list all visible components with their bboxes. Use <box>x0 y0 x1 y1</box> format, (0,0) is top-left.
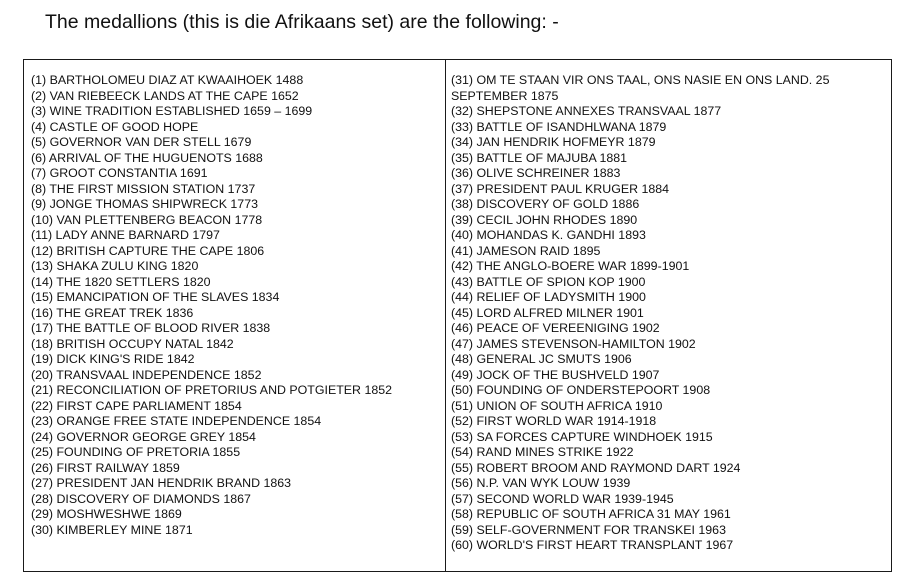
medallion-item: (41) JAMESON RAID 1895 <box>451 243 601 258</box>
medallion-item: (46) PEACE OF VEREENIGING 1902 <box>451 321 660 335</box>
medallion-item: (4) CASTLE OF GOOD HOPE <box>31 119 199 134</box>
medallion-item: (31) OM TE STAAN VIR ONS TAAL, ONS NASIE EN ONS LAND. 25 SEPTEMBER 1875 <box>451 73 830 103</box>
medallion-item: (13) SHAKA ZULU KING 1820 <box>31 259 199 273</box>
medallion-item: (28) DISCOVERY OF DIAMONDS 1867 <box>31 491 251 506</box>
medallion-item: (10) VAN PLETTENBERG BEACON 1778 <box>31 212 263 227</box>
medallion-item: (3) WINE TRADITION ESTABLISHED 1659 – 1699 <box>31 104 313 118</box>
medallion-item: (50) FOUNDING OF ONDERSTEPOORT 1908 <box>451 383 711 397</box>
medallion-item: (12) BRITISH CAPTURE THE CAPE 1806 <box>31 243 265 258</box>
medallion-item: (59) SELF-GOVERNMENT FOR TRANSKEI 1963 <box>451 522 726 537</box>
medallion-item: (17) THE BATTLE OF BLOOD RIVER 1838 <box>31 321 271 335</box>
medallion-item: (14) THE 1820 SETTLERS 1820 <box>31 274 211 289</box>
medallion-item: (20) TRANSVAAL INDEPENDENCE 1852 <box>31 367 262 382</box>
medallion-item: (34) JAN HENDRIK HOFMEYR 1879 <box>451 135 656 149</box>
medallion-item: (57) SECOND WORLD WAR 1939-1945 <box>451 491 674 506</box>
medallion-item: (1) BARTHOLOMEU DIAZ AT KWAAIHOEK 1488 <box>31 73 304 87</box>
medallion-item: (5) GOVERNOR VAN DER STELL 1679 <box>31 135 252 149</box>
medallion-item: (24) GOVERNOR GEORGE GREY 1854 <box>31 429 256 444</box>
medallion-item: (40) MOHANDAS K. GANDHI 1893 <box>451 228 646 242</box>
medallion-item: (35) BATTLE OF MAJUBA 1881 <box>451 150 628 165</box>
medallion-item: (60) WORLD'S FIRST HEART TRANSPLANT 1967 <box>451 538 734 552</box>
medallion-item: (48) GENERAL JC SMUTS 1906 <box>451 352 632 366</box>
medallion-item: (43) BATTLE OF SPION KOP 1900 <box>451 274 646 289</box>
medallion-item: (55) ROBERT BROOM AND RAYMOND DART 1924 <box>451 460 741 475</box>
medallion-item: (45) LORD ALFRED MILNER 1901 <box>451 305 644 320</box>
medallion-item: (8) THE FIRST MISSION STATION 1737 <box>31 181 256 196</box>
medallion-item: (25) FOUNDING OF PRETORIA 1855 <box>31 445 241 459</box>
medallion-item: (42) THE ANGLO-BOERE WAR 1899-1901 <box>451 259 690 273</box>
medallion-item: (7) GROOT CONSTANTIA 1691 <box>31 166 208 180</box>
medallion-item: (29) MOSHWESHWE 1869 <box>31 507 182 521</box>
medallion-item: (56) N.P. VAN WYK LOUW 1939 <box>451 476 631 490</box>
medallion-item: (32) SHEPSTONE ANNEXES TRANSVAAL 1877 <box>451 104 722 118</box>
medallion-item: (37) PRESIDENT PAUL KRUGER 1884 <box>451 181 670 196</box>
medallion-item: (19) DICK KING'S RIDE 1842 <box>31 352 195 366</box>
medallion-item: (21) RECONCILIATION OF PRETORIUS AND POTGIETER 1852 <box>31 383 393 397</box>
medallion-item: (9) JONGE THOMAS SHIPWRECK 1773 <box>31 197 258 211</box>
medallion-item: (47) JAMES STEVENSON-HAMILTON 1902 <box>451 336 696 351</box>
medallion-item: (23) ORANGE FREE STATE INDEPENDENCE 1854 <box>31 414 322 428</box>
medallion-item: (30) KIMBERLEY MINE 1871 <box>31 522 193 537</box>
medallion-item: (27) PRESIDENT JAN HENDRIK BRAND 1863 <box>31 476 292 490</box>
medallion-item: (11) LADY ANNE BARNARD 1797 <box>31 228 220 242</box>
medallion-item: (53) SA FORCES CAPTURE WINDHOEK 1915 <box>451 429 713 444</box>
page-heading: The medallions (this is die Afrikaans set) are the following: - <box>45 11 559 33</box>
medallion-item: (18) BRITISH OCCUPY NATAL 1842 <box>31 336 234 351</box>
right-column-list <box>451 73 876 554</box>
medallion-item: (26) FIRST RAILWAY 1859 <box>31 460 180 475</box>
medallion-item: (44) RELIEF OF LADYSMITH 1900 <box>451 290 646 304</box>
medallion-item: (36) OLIVE SCHREINER 1883 <box>451 166 621 180</box>
medallion-item: (33) BATTLE OF ISANDHLWANA 1879 <box>451 119 667 134</box>
left-column-list <box>31 73 441 538</box>
medallion-item: (39) CECIL JOHN RHODES 1890 <box>451 212 638 227</box>
medallion-item: (51) UNION OF SOUTH AFRICA 1910 <box>451 398 663 413</box>
medallion-item: (16) THE GREAT TREK 1836 <box>31 305 194 320</box>
medallion-item: (58) REPUBLIC OF SOUTH AFRICA 31 MAY 1961 <box>451 507 731 521</box>
medallion-item: (54) RAND MINES STRIKE 1922 <box>451 445 634 459</box>
column-divider <box>445 59 446 572</box>
medallion-item: (49) JOCK OF THE BUSHVELD 1907 <box>451 367 660 382</box>
medallion-item: (38) DISCOVERY OF GOLD 1886 <box>451 197 640 211</box>
medallion-item: (15) EMANCIPATION OF THE SLAVES 1834 <box>31 290 280 304</box>
medallion-item: (2) VAN RIEBEECK LANDS AT THE CAPE 1652 <box>31 88 299 103</box>
medallion-item: (6) ARRIVAL OF THE HUGUENOTS 1688 <box>31 150 263 165</box>
medallion-item: (52) FIRST WORLD WAR 1914-1918 <box>451 414 657 428</box>
medallion-item: (22) FIRST CAPE PARLIAMENT 1854 <box>31 398 242 413</box>
